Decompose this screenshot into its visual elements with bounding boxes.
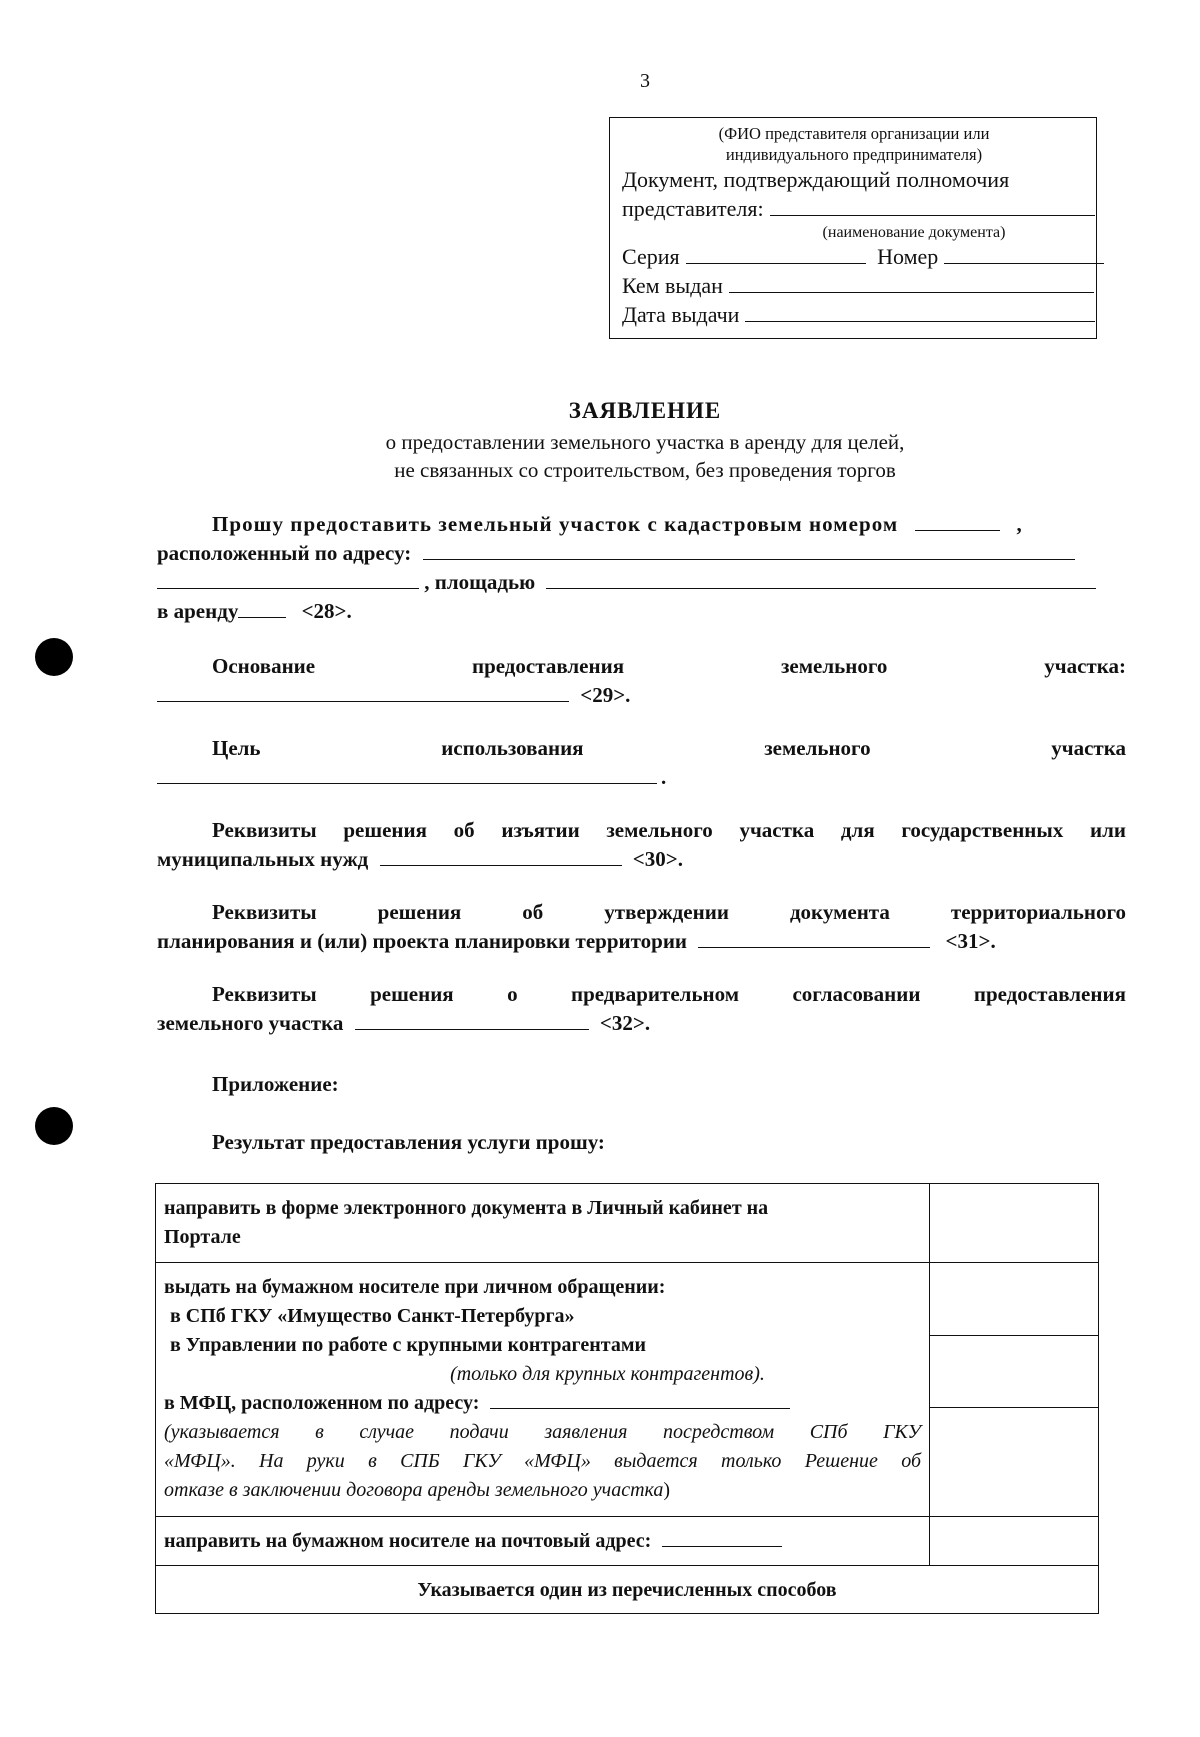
seizure-line-1: Реквизиты решения об изъятии земельного участка для государственных или bbox=[212, 818, 1126, 842]
basis-word: Основание bbox=[212, 654, 316, 678]
number-label: Номер bbox=[877, 244, 939, 269]
result-label: Результат предоставления услуги прошу: bbox=[212, 1130, 605, 1154]
table-row bbox=[156, 1517, 1099, 1566]
basis-word: земельного bbox=[780, 654, 888, 678]
table-row bbox=[156, 1184, 1099, 1263]
basis-line-1 bbox=[157, 652, 1126, 681]
lease-footnote: <28>. bbox=[301, 599, 352, 623]
option-in-person-text: выдать на бумажном носителе при личном обращении: bbox=[164, 1276, 666, 1298]
planning-word: решения bbox=[377, 900, 462, 924]
issued-by-field[interactable] bbox=[729, 271, 1094, 293]
lease-term-field[interactable] bbox=[238, 597, 286, 618]
table-row bbox=[156, 1263, 1099, 1517]
purpose-word: использования bbox=[441, 736, 584, 760]
attachment-label: Приложение: bbox=[212, 1072, 339, 1096]
request-line-1 bbox=[157, 510, 1126, 539]
option-electronic-text-2: Портале bbox=[164, 1226, 241, 1248]
series-field[interactable] bbox=[686, 242, 866, 264]
purpose-paragraph bbox=[157, 734, 1126, 792]
preliminary-footnote: <32>. bbox=[599, 1011, 651, 1035]
preliminary-field[interactable] bbox=[355, 1009, 589, 1030]
planning-line-2 bbox=[157, 927, 1126, 956]
option-postal-checkbox[interactable] bbox=[930, 1517, 1099, 1566]
authority-document-label: Документ, подтверждающий полномочия bbox=[622, 167, 1010, 192]
preliminary-label: земельного участка bbox=[157, 1011, 344, 1035]
basis-word: участка: bbox=[1044, 654, 1126, 678]
request-line-2 bbox=[157, 539, 1126, 568]
document-subtitle-1: о предоставлении земельного участка в аренду для целей, bbox=[385, 430, 905, 454]
purpose-line-2 bbox=[157, 763, 1126, 792]
request-comma: , bbox=[1016, 512, 1022, 536]
request-line-3 bbox=[157, 568, 1126, 597]
postal-address-field[interactable] bbox=[662, 1527, 782, 1547]
seizure-label: муниципальных нужд bbox=[157, 847, 369, 871]
cadastral-number-field[interactable] bbox=[915, 510, 1000, 531]
representative-box bbox=[609, 117, 1097, 339]
planning-word: об bbox=[522, 900, 544, 924]
page-number: 3 bbox=[640, 70, 650, 92]
planning-word: утверждении bbox=[604, 900, 729, 924]
issue-date-label: Дата выдачи bbox=[622, 302, 740, 327]
planning-word: документа bbox=[789, 900, 890, 924]
seizure-field[interactable] bbox=[380, 845, 622, 866]
representative-name-caption: (ФИО представителя организации или bbox=[718, 124, 990, 143]
mfc-address-field[interactable] bbox=[490, 1389, 790, 1409]
document-name-caption: (наименование документа) bbox=[822, 224, 1006, 241]
issued-by-line bbox=[622, 271, 1086, 300]
number-field[interactable] bbox=[944, 242, 1104, 264]
issue-date-field[interactable] bbox=[745, 300, 1095, 322]
option-in-person-checkboxes bbox=[930, 1263, 1099, 1517]
option-mfc-note-3: отказе в заключении договора аренды земельного участка bbox=[164, 1479, 664, 1501]
address-field-continued[interactable] bbox=[157, 568, 419, 589]
planning-field[interactable] bbox=[698, 927, 930, 948]
representative-label: представителя: bbox=[622, 196, 764, 221]
seizure-line-2 bbox=[157, 845, 1126, 874]
lease-label: в аренду bbox=[157, 599, 239, 623]
preliminary-word: о bbox=[507, 982, 518, 1006]
representative-name-caption-2: индивидуального предпринимателя) bbox=[725, 145, 983, 164]
issued-by-label: Кем выдан bbox=[622, 273, 723, 298]
option-electronic-checkbox[interactable] bbox=[930, 1184, 1099, 1263]
request-paragraph bbox=[157, 510, 1126, 626]
document-title: ЗАЯВЛЕНИЕ bbox=[568, 398, 722, 423]
option-postal bbox=[156, 1517, 930, 1566]
seizure-paragraph bbox=[157, 816, 1126, 874]
address-field[interactable] bbox=[423, 539, 1075, 560]
result-method-table bbox=[155, 1183, 1099, 1614]
preliminary-line-1 bbox=[157, 980, 1126, 1009]
option-property-agency: в СПб ГКУ «Имущество Санкт-Петербурга» bbox=[170, 1305, 575, 1327]
planning-footnote: <31>. bbox=[945, 929, 996, 953]
basis-footnote: <29>. bbox=[580, 683, 631, 707]
series-label: Серия bbox=[622, 244, 680, 269]
option-large-contractors-note: (только для крупных контрагентов). bbox=[450, 1363, 765, 1385]
option-mfc-note-2: «МФЦ». На руки в СПБ ГКУ «МФЦ» выдается только Решение об bbox=[164, 1450, 921, 1472]
result-paragraph bbox=[157, 1128, 1126, 1157]
attachment-paragraph bbox=[157, 1070, 1126, 1099]
punch-hole-1 bbox=[35, 638, 73, 676]
seizure-footnote: <30>. bbox=[632, 847, 683, 871]
option-electronic-text: направить в форме электронного документа в Личный кабинет на bbox=[164, 1197, 769, 1219]
basis-word: предоставления bbox=[471, 654, 625, 678]
area-label: , площадью bbox=[424, 570, 536, 594]
punch-hole-2 bbox=[35, 1107, 73, 1145]
purpose-period: . bbox=[661, 765, 667, 789]
basis-field[interactable] bbox=[157, 681, 569, 702]
preliminary-word: предоставления bbox=[973, 982, 1126, 1006]
series-number-line bbox=[622, 242, 1086, 271]
document-subtitle-2: не связанных со строительством, без проведения торгов bbox=[394, 458, 896, 482]
option-electronic bbox=[156, 1184, 930, 1263]
preliminary-paragraph bbox=[157, 980, 1126, 1038]
purpose-word: земельного bbox=[764, 736, 871, 760]
option-property-agency-checkbox[interactable] bbox=[930, 1263, 1098, 1335]
preliminary-word: решения bbox=[370, 982, 454, 1006]
preliminary-word: согласовании bbox=[792, 982, 921, 1006]
authority-document-field[interactable] bbox=[770, 194, 1095, 216]
option-postal-text: направить на бумажном носителе на почтовый адрес: bbox=[164, 1530, 652, 1552]
preliminary-line-2 bbox=[157, 1009, 1126, 1038]
area-field[interactable] bbox=[546, 568, 1096, 589]
option-large-contractors-checkbox[interactable] bbox=[930, 1335, 1098, 1407]
option-mfc-note: (указывается в случае подачи заявления посредством СПб ГКУ bbox=[164, 1421, 921, 1443]
basis-line-2 bbox=[157, 681, 1126, 710]
planning-line-1 bbox=[157, 898, 1126, 927]
purpose-word: участка bbox=[1051, 736, 1126, 760]
option-mfc-checkbox[interactable] bbox=[930, 1407, 1098, 1516]
request-text: Прошу предоставить земельный участок с кадастровым номером bbox=[212, 512, 899, 536]
option-mfc-line bbox=[164, 1389, 921, 1418]
issue-date-line bbox=[622, 300, 1086, 329]
request-line-4 bbox=[157, 597, 1126, 626]
purpose-field[interactable] bbox=[157, 763, 657, 784]
preliminary-word: Реквизиты bbox=[212, 982, 317, 1006]
basis-paragraph bbox=[157, 652, 1126, 710]
planning-word: территориального bbox=[950, 900, 1126, 924]
option-mfc: в МФЦ, расположенном по адресу: bbox=[164, 1392, 480, 1414]
purpose-word: Цель bbox=[212, 736, 261, 760]
preliminary-word: предварительном bbox=[570, 982, 740, 1006]
address-label: расположенный по адресу: bbox=[157, 541, 412, 565]
purpose-line-1 bbox=[157, 734, 1126, 763]
planning-paragraph bbox=[157, 898, 1126, 956]
planning-label: планирования и (или) проекта планировки территории bbox=[157, 929, 688, 953]
representative-line bbox=[622, 194, 1086, 223]
option-in-person bbox=[156, 1263, 930, 1517]
planning-word: Реквизиты bbox=[212, 900, 317, 924]
option-large-contractors: в Управлении по работе с крупными контрагентами bbox=[170, 1334, 646, 1356]
table-row bbox=[156, 1566, 1099, 1614]
option-mfc-note-close: ) bbox=[663, 1479, 671, 1501]
table-footer-note: Указывается один из перечисленных способов bbox=[156, 1566, 1099, 1614]
